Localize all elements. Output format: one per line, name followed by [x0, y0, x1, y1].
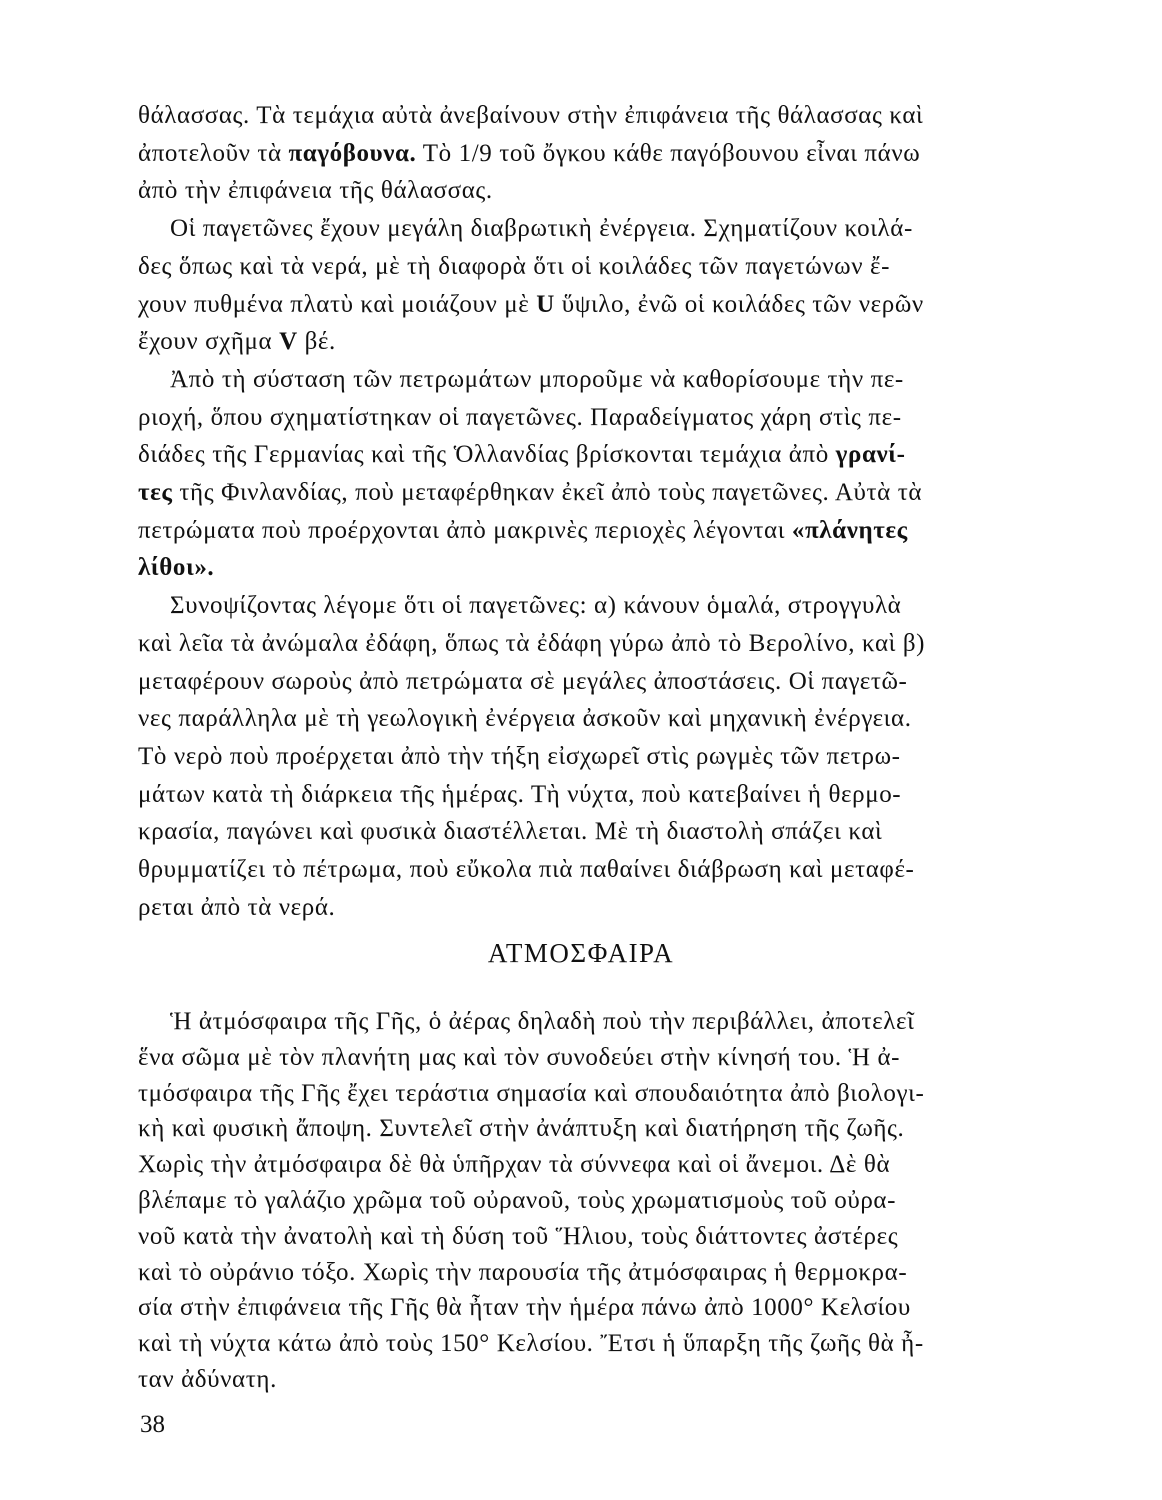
bold-term: γρανί-	[835, 441, 906, 469]
text-run: κρασία, παγώνει καὶ φυσικὰ διαστέλλεται. Μὲ τὴ διαστολὴ σπάζει καὶ	[138, 818, 883, 846]
text-line	[138, 817, 1008, 847]
text-run: νοῦ κατὰ τὴν ἀνατολὴ καὶ τὴ δύση τοῦ Ἥλιου, τοὺς διάττοντες ἀστέρες	[138, 1222, 899, 1250]
text-line	[138, 403, 1008, 433]
text-run: ρεται ἀπὸ τὰ νερά.	[138, 893, 336, 921]
text-line	[138, 1365, 1008, 1395]
text-run: Συνοψίζοντας λέγομε ὅτι οἱ παγετῶνες: α) κάνουν ὁμαλά, στρογγυλὰ	[170, 592, 902, 620]
text-line	[138, 478, 1008, 508]
text-line	[138, 516, 1008, 546]
text-run: Χωρὶς τὴν ἀτμόσφαιρα δὲ θὰ ὑπῆρχαν τὰ σύννεφα καὶ οἱ ἄνεμοι. Δὲ θὰ	[138, 1151, 891, 1179]
bold-term: τες	[138, 479, 173, 506]
text-run: Τὸ 1/9 τοῦ ὄγκου κάθε παγόβουνου εἶναι πάνω	[416, 139, 921, 167]
text-line	[138, 1043, 1008, 1073]
bold-term: παγόβουνα.	[288, 139, 417, 167]
text-run: νες παράλληλα μὲ τὴ γεωλογικὴ ἐνέργεια ἀσκοῦν καὶ μηχανικὴ ἐνέργεια.	[138, 705, 912, 733]
text-run: Ἀπὸ τὴ σύσταση τῶν πετρωμάτων μποροῦμε νὰ καθορίσουμε τὴν πε-	[170, 365, 904, 393]
text-run: καὶ τὸ οὐράνιο τόξο. Χωρὶς τὴν παρουσία τῆς ἀτμόσφαιρας ἡ θερμοκρα-	[138, 1258, 908, 1286]
text-run: βλέπαμε τὸ γαλάζιο χρῶμα τοῦ οὐρανοῦ, τοὺς χρωματισμοὺς τοῦ οὐρα-	[138, 1187, 897, 1214]
bold-term: «πλάνητες	[791, 516, 908, 544]
text-run: ἕνα σῶμα μὲ τὸν πλανήτη μας καὶ τὸν συνοδεύει στὴν κίνησή του. Ἡ ἀ-	[138, 1043, 901, 1071]
text-line	[138, 1186, 1008, 1216]
page-number: 38	[140, 1411, 165, 1438]
text-run: καὶ λεῖα τὰ ἀνώμαλα ἐδάφη, ὅπως τὰ ἐδάφη γύρω ἀπὸ τὸ Βερολίνο, καὶ β)	[138, 629, 926, 657]
text-line	[138, 1258, 1008, 1288]
text-line	[138, 1222, 1008, 1252]
text-line	[138, 1079, 1008, 1109]
text-run: ριοχή, ὅπου σχηματίστηκαν οἱ παγετῶνες. Παραδείγματος χάρη στὶς πε-	[138, 403, 902, 431]
text-line	[138, 704, 1008, 734]
text-line	[138, 629, 1008, 659]
text-line	[170, 591, 1008, 621]
text-line	[170, 1007, 1008, 1037]
text-run: πετρώματα ποὺ προέρχονται ἀπὸ μακρινὲς περιοχὲς λέγονται	[138, 516, 792, 544]
bold-term: U	[536, 290, 555, 318]
text-line	[138, 327, 1008, 357]
text-line	[138, 1293, 1008, 1323]
text-run: τῆς Φινλανδίας, ποὺ μεταφέρθηκαν ἐκεῖ ἀπὸ τοὺς παγετῶνες. Αὐτὰ τὰ	[172, 479, 923, 506]
text-line	[138, 139, 1008, 169]
text-line	[138, 1329, 1008, 1359]
text-line	[138, 290, 1008, 320]
text-run: θάλασσας. Τὰ τεμάχια αὐτὰ ἀνεβαίνουν στὴν ἐπιφάνεια τῆς θάλασσας καὶ	[138, 102, 924, 129]
text-line	[138, 553, 1008, 583]
text-line	[138, 101, 1008, 131]
text-line	[170, 214, 1008, 244]
section-heading: ΑΤΜΟΣΦΑΙΡΑ	[487, 938, 675, 968]
text-line	[138, 780, 1008, 810]
text-line	[138, 855, 1008, 885]
text-run: θρυμματίζει τὸ πέτρωμα, ποὺ εὔκολα πιὰ παθαίνει διάβρωση καὶ μεταφέ-	[138, 856, 915, 883]
text-line	[138, 1150, 1008, 1180]
text-run: χουν πυθμένα πλατὺ καὶ μοιάζουν μὲ	[138, 290, 537, 318]
text-line	[138, 667, 1008, 697]
text-run: μάτων κατὰ τὴ διάρκεια τῆς ἡμέρας. Τὴ νύχτα, ποὺ κατεβαίνει ἡ θερμο-	[138, 780, 902, 808]
text-line	[138, 440, 1008, 470]
text-run: σία στὴν ἐπιφάνεια τῆς Γῆς θὰ ἦταν τὴν ἡμέρα πάνω ἀπὸ 1000° Κελσίου	[138, 1294, 911, 1322]
text-run: ἀποτελοῦν τὰ	[138, 139, 289, 167]
text-run: ἀπὸ τὴν ἐπιφάνεια τῆς θάλασσας.	[138, 177, 493, 205]
text-run: ὕψιλο, ἐνῶ οἱ κοιλάδες τῶν νερῶν	[554, 290, 924, 318]
text-line	[170, 365, 1008, 395]
bold-term: λίθοι».	[138, 554, 215, 582]
text-run: ἔχουν σχῆμα	[138, 328, 280, 356]
text-run: ταν ἀδύνατη.	[138, 1366, 277, 1393]
text-run: διάδες τῆς Γερμανίας καὶ τῆς Ὁλλανδίας βρίσκονται τεμάχια ἀπὸ	[138, 441, 836, 469]
text-line	[138, 176, 1008, 206]
text-line	[138, 1114, 1008, 1144]
text-line	[138, 252, 1008, 282]
text-line	[138, 742, 1008, 772]
text-run: βέ.	[297, 328, 336, 356]
text-run: Τὸ νερὸ ποὺ προέρχεται ἀπὸ τὴν τήξη εἰσχωρεῖ στὶς ρωγμὲς τῶν πετρω-	[138, 742, 901, 770]
text-run: Ἡ ἀτμόσφαιρα τῆς Γῆς, ὁ ἀέρας δηλαδὴ ποὺ τὴν περιβάλλει, ἀποτελεῖ	[170, 1008, 915, 1035]
text-run: δες ὅπως καὶ τὰ νερά, μὲ τὴ διαφορὰ ὅτι οἱ κοιλάδες τῶν παγετώνων ἔ-	[138, 252, 891, 280]
text-line	[138, 893, 1008, 923]
text-run: Οἱ παγετῶνες ἔχουν μεγάλη διαβρωτικὴ ἐνέργεια. Σχηματίζουν κοιλά-	[170, 215, 913, 243]
text-run: τμόσφαιρα τῆς Γῆς ἔχει τεράστια σημασία καὶ σπουδαιότητα ἀπὸ βιολογι-	[138, 1079, 925, 1107]
bold-term: V	[279, 328, 298, 356]
text-run: κὴ καὶ φυσικὴ ἄποψη. Συντελεῖ στὴν ἀνάπτυξη καὶ διατήρηση τῆς ζωῆς.	[138, 1115, 905, 1143]
text-run: μεταφέρουν σωροὺς ἀπὸ πετρώματα σὲ μεγάλες ἀποστάσεις. Οἱ παγετῶ-	[138, 667, 908, 695]
text-run: καὶ τὴ νύχτα κάτω ἀπὸ τοὺς 150° Κελσίου. Ἔτσι ἡ ὕπαρξη τῆς ζωῆς θὰ ἦ-	[138, 1330, 924, 1358]
